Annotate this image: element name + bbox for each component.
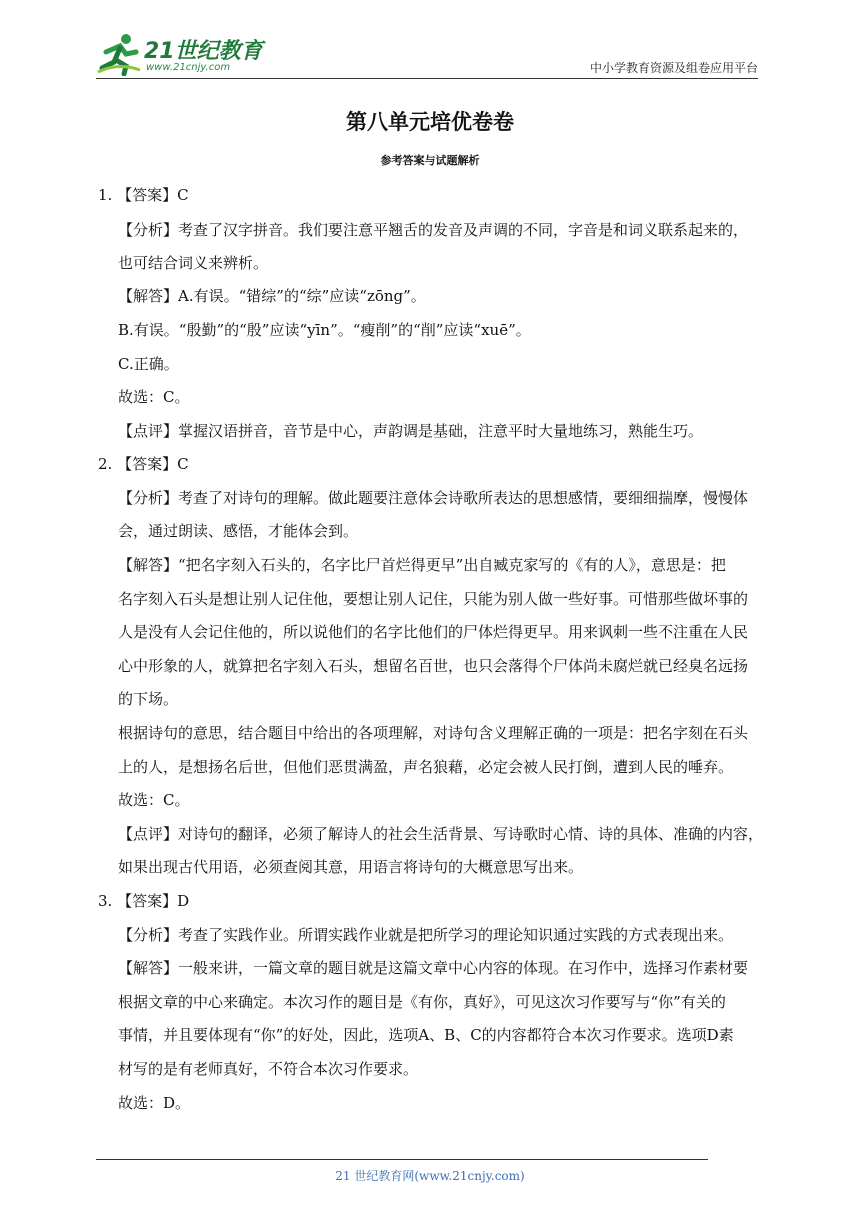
text-line: 的下场。 [118, 690, 179, 708]
question-3-solution: 【解答】一般来讲，一篇文章的题目就是这篇文章中心内容的体现。在习作中，选择习作素材要 [118, 959, 749, 977]
logo [96, 30, 266, 78]
logo-text: 21世纪教育 [144, 39, 263, 64]
question-1-comment: 【点评】掌握汉语拼音，音节是中心，声韵调是基础，注意平时大量地练习，熟能生巧。 [118, 422, 704, 440]
question-2-comment: 【点评】对诗句的翻译，必须了解诗人的社会生活背景、写诗歌时心情、诗的具体、准确的内容， [118, 825, 764, 843]
question-1-answer: 1. 【答案】C [98, 186, 189, 204]
question-2-choice: 故选：C。 [118, 791, 190, 809]
text-line: C.正确。 [118, 355, 179, 373]
text-line: 名字刻入石头是想让别人记住他，要想让别人记住，只能为别人做一些好事。可惜那些做坏事的 [118, 590, 749, 608]
footer-divider [96, 1159, 708, 1160]
runner-logo-icon [96, 32, 142, 76]
page-subtitle: 参考答案与试题解析 [380, 154, 480, 167]
question-1-analysis: 【分析】考查了汉字拼音。我们要注意平翘舌的发音及声调的不同，字音是和词义联系起来的， [118, 221, 749, 239]
text-line: 人是没有人会记住他的，所以说他们的名字比他们的尸体烂得更早。用来讽刺一些不注重在人民 [118, 623, 749, 641]
logo-url: www.21cnjy.com [146, 62, 231, 73]
question-3-choice: 故选：D。 [118, 1094, 191, 1112]
text-line: B.有误。“殷勤”的“殷”应读“yīn”。“瘦削”的“削”应读“xuē”。 [118, 321, 531, 339]
text-line: 如果出现古代用语，必须查阅其意，用语言将诗句的大概意思写出来。 [118, 858, 584, 876]
text-line: 根据诗句的意思，结合题目中给出的各项理解，对诗句含义理解正确的一项是：把名字刻在石头 [118, 724, 749, 742]
question-1-choice: 故选：C。 [118, 388, 190, 406]
question-2-answer: 2. 【答案】C [98, 455, 189, 473]
question-1-solution: 【解答】A.有误。“错综”的“综”应读“zōng”。 [118, 287, 426, 305]
question-3-answer: 3. 【答案】D [98, 892, 190, 910]
header-tagline: 中小学教育资源及组卷应用平台 [589, 61, 758, 75]
page-footer[interactable]: 21 世纪教育网(www.21cnjy.com) [335, 1169, 525, 1183]
text-line: 根据文章的中心来确定。本次习作的题目是《有你，真好》，可见这次习作要写与“你”有关的 [118, 993, 726, 1011]
text-line: 会，通过朗读、感悟，才能体会到。 [118, 522, 359, 540]
text-line: 材写的是有老师真好，不符合本次习作要求。 [118, 1060, 419, 1078]
question-3-analysis: 【分析】考查了实践作业。所谓实践作业就是把所学习的理论知识通过实践的方式表现出来。 [118, 926, 734, 944]
text-line: 心中形象的人，就算把名字刻入石头，想留名百世，也只会落得个尸体尚未腐烂就已经臭名远扬 [118, 657, 749, 675]
text-line: 也可结合词义来辨析。 [118, 254, 269, 272]
page-title: 第八单元培优卷卷 [346, 109, 514, 134]
question-2-solution: 【解答】“把名字刻入石头的，名字比尸首烂得更早”出自臧克家写的《有的人》，意思是：把 [118, 556, 726, 574]
question-2-analysis: 【分析】考查了对诗句的理解。做此题要注意体会诗歌所表达的思想感情，要细细揣摩，慢慢体 [118, 489, 749, 507]
header-divider [96, 78, 758, 79]
text-line: 上的人，是想扬名后世，但他们恶贯满盈，声名狼藉，必定会被人民打倒，遭到人民的唾弃。 [118, 758, 734, 776]
page-header [96, 30, 758, 80]
text-line: 事情，并且要体现有“你”的好处，因此，选项A、B、C的内容都符合本次习作要求。选项D素 [118, 1026, 734, 1044]
